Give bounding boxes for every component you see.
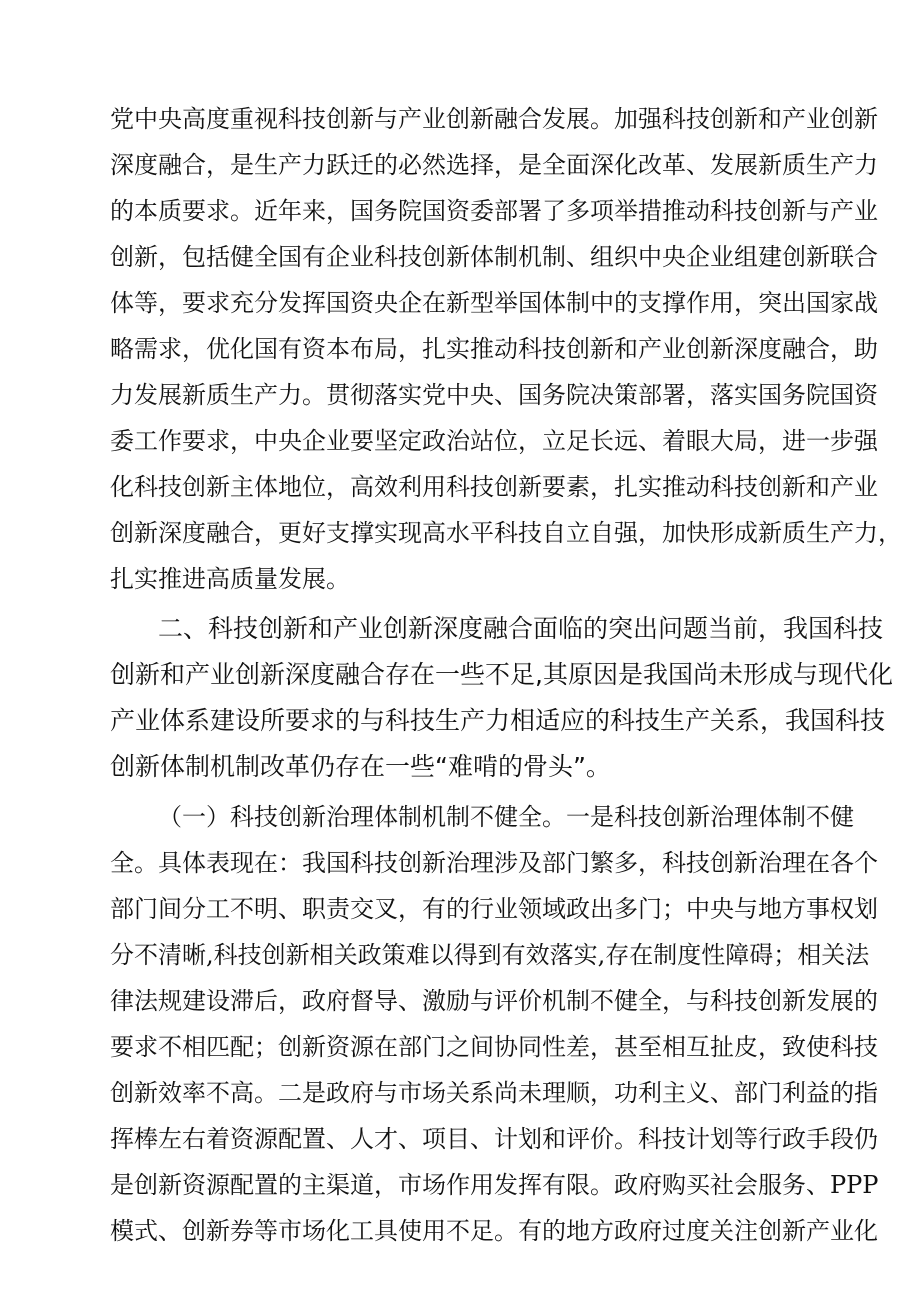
paragraph-3-line-10: 模式、创新券等市场化工具使用不足。有的地方政府过度关注创新产业化 bbox=[110, 1217, 878, 1245]
paragraph-1-line-5: 体等，要求充分发挥国资央企在新型举国体制中的支撑作用，突出国家战 bbox=[110, 289, 878, 317]
paragraph-3-line-5: 律法规建设滞后，政府督导、激励与评价机制不健全，与科技创新发展的 bbox=[110, 987, 878, 1015]
paragraph-1-line-4: 创新，包括健全国有企业科技创新体制机制、组织中央企业组建创新联合 bbox=[110, 243, 878, 271]
paragraph-3-line-9: 是创新资源配置的主渠道，市场作用发挥有限。政府购买社会服务、PPP bbox=[110, 1171, 879, 1199]
paragraph-3-line-1: （一）科技创新治理体制机制不健全。一是科技创新治理体制不健 bbox=[158, 803, 854, 831]
paragraph-1-line-3: 的本质要求。近年来，国务院国资委部署了多项举措推动科技创新与产业 bbox=[110, 197, 878, 225]
paragraph-1-line-6: 略需求，优化国有资本布局，扎实推动科技创新和产业创新深度融合，助 bbox=[110, 335, 878, 363]
paragraph-1-line-2: 深度融合，是生产力跃迁的必然选择，是全面深化改革、发展新质生产力 bbox=[110, 151, 878, 179]
section-2-heading-line-3: 产业体系建设所要求的与科技生产力相适应的科技生产关系，我国科技 bbox=[110, 706, 886, 735]
paragraph-3-line-4: 分不清晰,科技创新相关政策难以得到有效落实,存在制度性障碍；相关法 bbox=[110, 941, 870, 969]
paragraph-3-line-2: 全。具体表现在：我国科技创新治理涉及部门繁多，科技创新治理在各个 bbox=[110, 849, 878, 877]
paragraph-1-line-11: 扎实推进高质量发展。 bbox=[110, 565, 350, 593]
paragraph-3-line-8: 挥棒左右着资源配置、人才、项目、计划和评价。科技计划等行政手段仍 bbox=[110, 1125, 878, 1153]
paragraph-1-line-1: 党中央高度重视科技创新与产业创新融合发展。加强科技创新和产业创新 bbox=[110, 105, 878, 133]
paragraph-1-line-9: 化科技创新主体地位，高效利用科技创新要素，扎实推动科技创新和产业 bbox=[110, 473, 878, 501]
paragraph-3-line-7: 创新效率不高。二是政府与市场关系尚未理顺，功利主义、部门利益的指 bbox=[110, 1079, 878, 1107]
section-2-heading-line-2: 创新和产业创新深度融合存在一些不足,其原因是我国尚未形成与现代化 bbox=[110, 660, 893, 689]
paragraph-1-line-10: 创新深度融合，更好支撑实现高水平科技自立自强，加快形成新质生产力， bbox=[110, 519, 902, 547]
paragraph-1-line-7: 力发展新质生产力。贯彻落实党中央、国务院决策部署，落实国务院国资 bbox=[110, 381, 878, 409]
section-2-heading-line-1: 二、科技创新和产业创新深度融合面临的突出问题当前，我国科技 bbox=[158, 614, 884, 643]
paragraph-1-line-8: 委工作要求，中央企业要坚定政治站位，立足长远、着眼大局，进一步强 bbox=[110, 427, 878, 455]
paragraph-3-line-6: 要求不相匹配；创新资源在部门之间协同性差，甚至相互扯皮，致使科技 bbox=[110, 1033, 878, 1061]
section-2-heading-line-4: 创新体制机制改革仍存在一些“难啃的骨头”。 bbox=[110, 752, 611, 781]
paragraph-3-line-3: 部门间分工不明、职责交叉，有的行业领域政出多门；中央与地方事权划 bbox=[110, 895, 878, 923]
